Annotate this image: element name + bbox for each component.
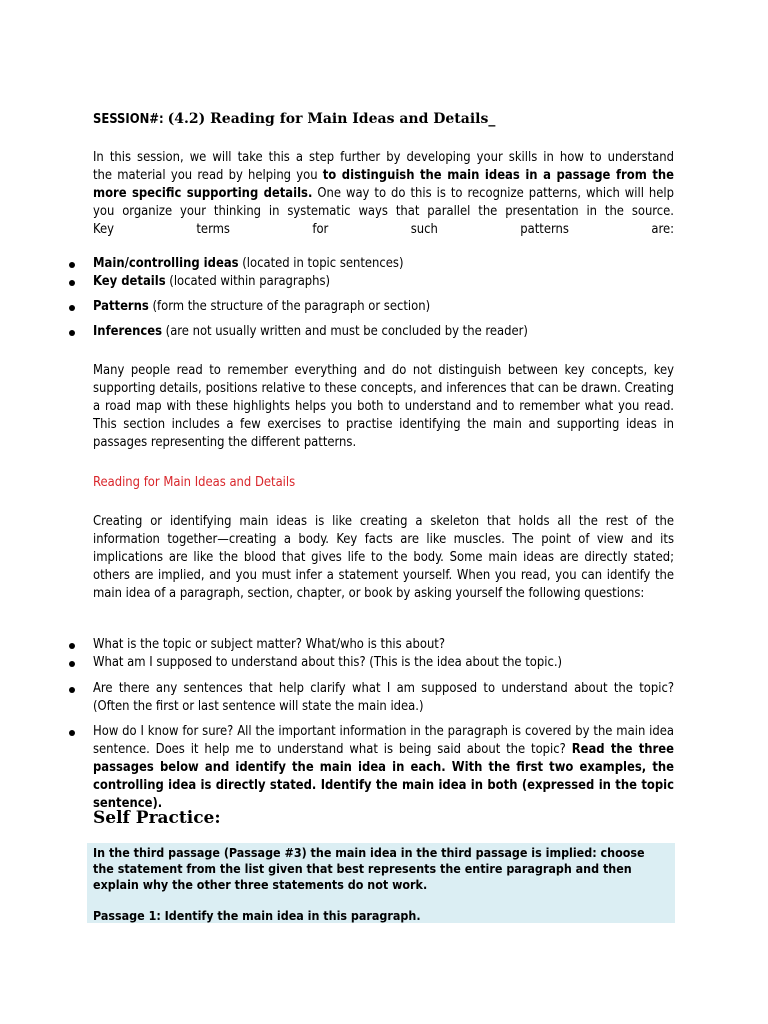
body-paragraph: Many people read to remember everything and do not distinguish between key concepts, key supporting details, positions relative to these concepts, and inferences that can be drawn. Creating a road map with these highlights helps you both to understand and to remember what you read. This section includes a few exercises to practise identifying the main and supporting ideas in passages representing the different patterns. (93, 363, 674, 450)
session-title: (4.2) Reading for Main Ideas and Details_ (167, 111, 496, 127)
bullet-dot (69, 262, 75, 268)
callout-text: In the third passage (Passage #3) the main idea in the third passage is implied: choose the statement from the list given that best represents the entire paragraph and then explain why the other three statements do not work. (93, 845, 645, 892)
session-label: SESSION#: (93, 112, 168, 127)
list-item: What am I supposed to understand about this? (This is the idea about the topic.) (93, 655, 563, 670)
bullet-dot (69, 661, 75, 667)
list-item: Main/controlling ideas (located in topic sentences) (93, 256, 404, 271)
list-item: What is the topic or subject matter? What/who is this about? (93, 637, 445, 652)
bullet-dot (69, 280, 75, 286)
bullet-dot (69, 687, 75, 693)
self-practice-heading: Self Practice: (93, 808, 221, 828)
session-heading (93, 110, 674, 128)
bullet-dot (69, 643, 75, 649)
bullet-dot (69, 330, 75, 336)
list-item: Inferences (are not usually written and must be concluded by the reader) (93, 324, 528, 339)
list-item: Patterns (form the structure of the paragraph or section) (93, 299, 431, 314)
list-item: Are there any sentences that help clarify what I am supposed to understand about the topic? (Often the first or last sentence will state the main idea.) (93, 681, 674, 714)
intro-paragraph: In this session, we will take this a step further by developing your skills in how to understand the material you read by helping you to distinguish the main ideas in a passage from the more specific supporting details. One way to do this is to recognize patterns, which will help you organize your thinking in systematic ways that parallel the presentation in the source. Key terms for such patterns are: (93, 150, 674, 237)
bullet-dot (69, 730, 75, 736)
practice-callout (87, 843, 675, 923)
bullet-dot (69, 305, 75, 311)
section-heading: Reading for Main Ideas and Details (93, 475, 296, 490)
body-paragraph: Creating or identifying main ideas is like creating a skeleton that holds all the rest of the information together—creating a body. Key facts are like muscles. The point of view and its implications are like the blood that gives life to the body. Some main ideas are directly stated; others are implied, and you must infer a statement yourself. When you read, you can identify the main idea of a paragraph, section, chapter, or book by asking yourself the following questions: (93, 514, 674, 601)
list-item: How do I know for sure? All the important information in the paragraph is covered by the main idea sentence. Does it help me to understand what is being said about the topic? Read the three passages below and identify the main idea in each. With the first two examples, the controlling idea is directly stated. Identify the main idea in both (expressed in the topic sentence). (93, 724, 674, 811)
passage-1-label: Passage 1: Identify the main idea in this paragraph. (93, 908, 421, 923)
list-item: Key details (located within paragraphs) (93, 274, 331, 289)
